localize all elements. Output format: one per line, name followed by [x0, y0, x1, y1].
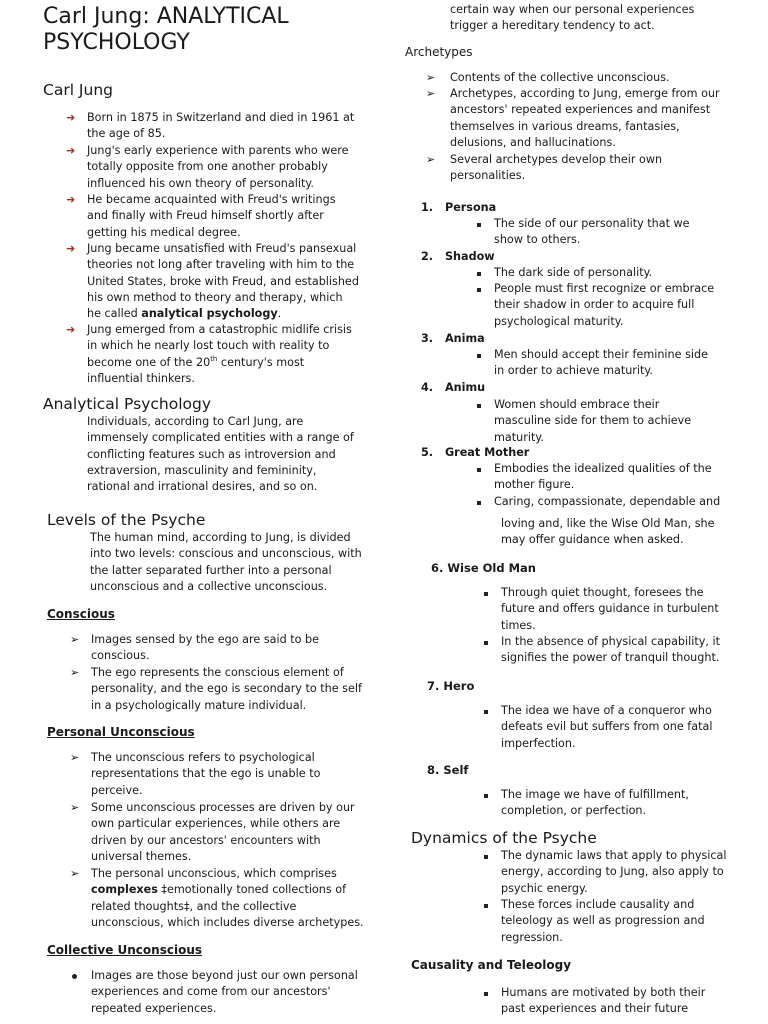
square-bullet-icon: [477, 223, 481, 227]
square-bullet-icon: [477, 354, 481, 358]
list-item: Through quiet thought, foresees the future and offers guidance in turbulent times.: [501, 586, 719, 632]
page-title: Carl Jung: ANALYTICAL PSYCHOLOGY: [43, 4, 289, 55]
list-item: He became acquainted with Freud's writings and finally with Freud himself shortly after getting his medical degree.: [87, 193, 336, 239]
square-bullet-icon: [484, 992, 488, 996]
list-item: Women should embrace their masculine side for them to achieve maturity.: [494, 398, 692, 444]
arrow-bullet-icon: ➢: [70, 666, 80, 679]
list-item: Contents of the collective unconscious.: [450, 71, 670, 84]
list-item: The ego represents the conscious element of personality, and the ego is secondary to the self in a psychologically mature individual.: [91, 666, 362, 712]
list-item: Born in 1875 in Switzerland and died in 1961 at the age of 85.: [87, 111, 355, 141]
square-bullet-icon: [484, 710, 488, 714]
arrow-bullet-icon: ➢: [426, 71, 436, 84]
conscious-heading: Conscious: [47, 607, 115, 621]
archetype-shadow-label: Shadow: [445, 250, 495, 263]
arrow-bullet-icon: ➢: [70, 751, 80, 764]
carl-jung-heading: Carl Jung: [43, 81, 113, 99]
archetypes-heading: Archetypes: [405, 45, 473, 59]
square-bullet-icon: [484, 794, 488, 798]
arrow-bullet-icon: ➢: [70, 867, 80, 880]
bullet-dot-icon: [72, 974, 77, 979]
archetype-anima-label: Anima: [445, 332, 485, 345]
pin-icon: ➜: [66, 323, 76, 336]
square-bullet-icon: [477, 501, 481, 505]
archetype-number: 5.: [421, 446, 434, 459]
list-item: Some unconscious processes are driven by our own particular experiences, while others are driven by our ancestors' encounters with universal themes.: [91, 801, 355, 863]
archetype-animu-label: Animu: [445, 381, 486, 394]
list-item: Archetypes, according to Jung, emerge from our ancestors' repeated experiences and manifest themselves in various dreams, fantasies, delusions, and hallucinations.: [450, 87, 720, 149]
list-item: The idea we have of a conqueror who defeats evil but suffers from one fatal imperfection.: [501, 704, 713, 750]
analytical-paragraph: Individuals, according to Carl Jung, are immensely complicated entities with a range of conflicting features such as introversion and extraversion, masculinity and femininity, rational and irrational desires, and so on.: [87, 415, 354, 494]
levels-heading: Levels of the Psyche: [47, 511, 206, 529]
list-item: Jung became unsatisfied with Freud's pansexual theories not long after traveling with him to the United States, broke with Freud, and established his own method to theory and therapy, which he called analytical psychology.: [87, 242, 359, 321]
pin-icon: ➜: [66, 144, 76, 157]
square-bullet-icon: [484, 855, 488, 859]
list-item: Caring, compassionate, dependable and: [494, 495, 721, 508]
square-bullet-icon: [477, 404, 481, 408]
list-item: People must first recognize or embrace their shadow in order to acquire full psychological maturity.: [494, 282, 715, 328]
square-bullet-icon: [484, 904, 488, 908]
arrow-bullet-icon: ➢: [426, 153, 436, 166]
levels-paragraph: The human mind, according to Jung, is divided into two levels: conscious and unconscious, with the latter separated further into a personal unconscious and a collective unconscious.: [90, 531, 362, 593]
pin-icon: ➜: [66, 193, 76, 206]
pin-icon: ➜: [66, 111, 76, 124]
arrow-bullet-icon: ➢: [426, 87, 436, 100]
archetype-number: 4.: [421, 381, 434, 394]
list-item: The dark side of personality.: [494, 266, 653, 279]
list-item: Embodies the idealized qualities of the mother figure.: [494, 462, 712, 492]
square-bullet-icon: [477, 272, 481, 276]
list-item: In the absence of physical capability, it signifies the power of tranquil thought.: [501, 635, 720, 665]
archetype-number: 2.: [421, 250, 434, 263]
arrow-bullet-icon: ➢: [70, 633, 80, 646]
personal-unconscious-heading: Personal Unconscious: [47, 725, 195, 739]
analytical-heading: Analytical Psychology: [43, 395, 211, 413]
list-item: Jung emerged from a catastrophic midlife crisis in which he nearly lost touch with reality to become one of the 20th century's most influential thinkers.: [87, 323, 352, 385]
collective-unconscious-heading: Collective Unconscious: [47, 943, 203, 957]
dynamics-heading: Dynamics of the Psyche: [411, 829, 597, 847]
list-item: Men should accept their feminine side in order to achieve maturity.: [494, 348, 708, 378]
archetype-hero-label: 7. Hero: [427, 679, 475, 693]
archetype-number: 3.: [421, 332, 434, 345]
square-bullet-icon: [477, 468, 481, 472]
list-item: Jung's early experience with parents who were totally opposite from one another probably influenced his own theory of personality.: [87, 144, 349, 190]
square-bullet-icon: [484, 592, 488, 596]
great-mother-continued: loving and, like the Wise Old Man, she may offer guidance when asked.: [501, 517, 715, 547]
list-item: The image we have of fulfillment, completion, or perfection.: [501, 788, 689, 818]
causality-heading: Causality and Teleology: [411, 958, 572, 972]
continued-text: certain way when our personal experiences trigger a hereditary tendency to act.: [450, 3, 695, 33]
list-item: Humans are motivated by both their past experiences and their future: [501, 986, 706, 1016]
list-item: Images are those beyond just our own personal experiences and come from our ancestors' repeated experiences.: [91, 969, 358, 1015]
archetype-persona-label: Persona: [445, 201, 497, 214]
list-item: The dynamic laws that apply to physical energy, according to Jung, also apply to psychic energy.: [501, 849, 727, 895]
list-item: Images sensed by the ego are said to be conscious.: [91, 633, 320, 663]
archetype-wise-old-man-label: 6. Wise Old Man: [431, 561, 536, 575]
archetype-number: 1.: [421, 201, 434, 214]
archetype-great-mother-label: Great Mother: [445, 446, 530, 459]
archetype-self-label: 8. Self: [427, 763, 469, 777]
list-item: These forces include causality and teleology as well as progression and regression.: [501, 898, 705, 944]
pin-icon: ➜: [66, 242, 76, 255]
list-item: The side of our personality that we show to others.: [494, 217, 690, 247]
list-item: The unconscious refers to psychological representations that the ego is unable to perceive.: [91, 751, 321, 797]
list-item: The personal unconscious, which comprises complexes ‡emotionally toned collections of related thoughts‡, and the collective unconscious, which includes diverse archetypes.: [91, 867, 364, 929]
square-bullet-icon: [477, 288, 481, 292]
arrow-bullet-icon: ➢: [70, 801, 80, 814]
square-bullet-icon: [484, 641, 488, 645]
list-item: Several archetypes develop their own personalities.: [450, 153, 663, 183]
